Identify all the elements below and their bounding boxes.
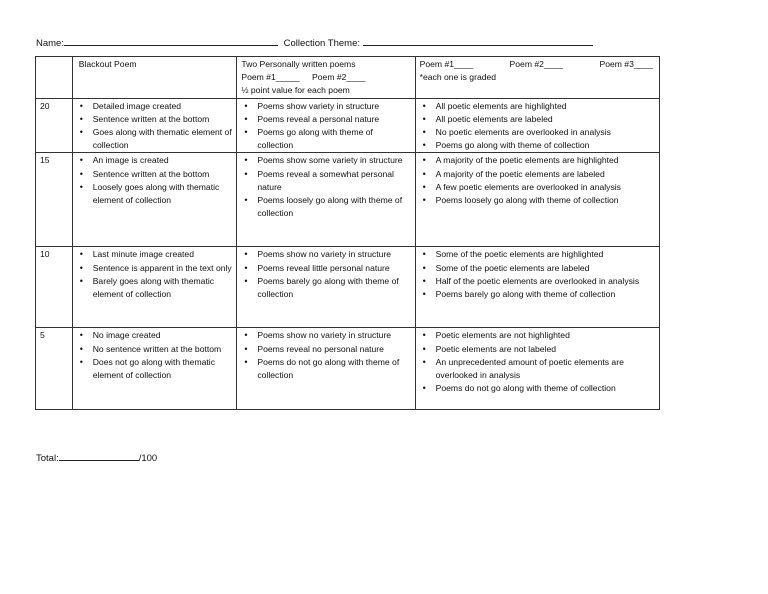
- criteria-item: • Poetic elements are not labeled: [420, 343, 655, 356]
- total-label: Total:: [36, 453, 59, 464]
- criteria-item: • Poems show some variety in structure: [241, 154, 410, 167]
- criteria-item: • All poetic elements are labeled: [420, 113, 655, 126]
- poems-criteria-cell: [415, 247, 659, 328]
- criteria-item: • Poems show variety in structure: [241, 100, 410, 113]
- two-poems-header-title: Two Personally written poems: [241, 59, 356, 69]
- criteria-item: • No poetic elements are overlooked in analysis: [420, 126, 655, 139]
- criteria-item: • Barely goes along with thematic element of collection: [77, 275, 233, 301]
- criteria-item: • Poems do not go along with theme of collection: [420, 382, 655, 395]
- criteria-item: • An image is created: [77, 154, 233, 167]
- poems-criteria-cell: [415, 328, 659, 410]
- rubric-row: [36, 153, 660, 247]
- criteria-item: • All poetic elements are highlighted: [420, 100, 655, 113]
- criteria-item: • Poems go along with theme of collection: [241, 126, 410, 152]
- rubric-row: [36, 328, 660, 410]
- criteria-item: • Poems loosely go along with theme of collection: [241, 194, 410, 220]
- criteria-item: • Last minute image created: [77, 248, 233, 261]
- poem3-header: Poem #3____: [599, 59, 653, 69]
- poems-header-cell: [415, 57, 659, 99]
- two-poems-poem1-label: Poem #1_____: [241, 72, 300, 83]
- criteria-item: • Sentence is apparent in the text only: [77, 262, 233, 275]
- criteria-item: • Poems barely go along with theme of collection: [420, 288, 655, 301]
- criteria-list: [420, 329, 655, 395]
- poems-criteria-cell: [415, 153, 659, 247]
- criteria-list: [241, 248, 410, 301]
- criteria-item: • Poems show no variety in structure: [241, 248, 410, 261]
- theme-blank[interactable]: [363, 36, 593, 46]
- criteria-item: • An unprecedented amount of poetic elements are overlooked in analysis: [420, 356, 655, 382]
- total-blank[interactable]: [59, 451, 139, 461]
- score-header-cell: [36, 57, 73, 99]
- criteria-item: • A few poetic elements are overlooked in analysis: [420, 181, 655, 194]
- two-poems-poem2-label: Poem #2____: [312, 72, 366, 83]
- two-poems-criteria-cell: [237, 328, 415, 410]
- score-cell: [36, 328, 73, 410]
- criteria-list: [241, 100, 410, 153]
- score-value: 20: [40, 100, 50, 111]
- criteria-list: [77, 248, 233, 301]
- criteria-item: • Some of the poetic elements are highlighted: [420, 248, 655, 261]
- criteria-item: • Some of the poetic elements are labeled: [420, 262, 655, 275]
- criteria-item: • Poems loosely go along with theme of collection: [420, 194, 655, 207]
- blackout-criteria-cell: [72, 247, 237, 328]
- blackout-criteria-cell: [72, 153, 237, 247]
- criteria-item: • Does not go along with thematic element of collection: [77, 356, 233, 382]
- criteria-list: [241, 329, 410, 382]
- criteria-list: [77, 100, 233, 153]
- score-value: 15: [40, 155, 50, 166]
- poems-criteria-cell: [415, 98, 659, 153]
- criteria-list: [77, 154, 233, 207]
- criteria-list: [420, 154, 655, 207]
- criteria-item: • Poems show no variety in structure: [241, 329, 410, 342]
- poem2-header: Poem #2____: [509, 59, 564, 69]
- two-poems-criteria-cell: [237, 98, 415, 153]
- criteria-item: • Sentence written at the bottom: [77, 113, 233, 126]
- criteria-list: [77, 329, 233, 382]
- score-cell: [36, 247, 73, 328]
- name-label: Name:: [36, 38, 64, 49]
- graded-note: *each one is graded: [419, 72, 497, 83]
- criteria-item: • A majority of the poetic elements are highlighted: [420, 154, 655, 167]
- criteria-item: • Poems reveal a somewhat personal nature: [241, 168, 410, 194]
- two-poems-criteria-cell: [237, 247, 415, 328]
- criteria-item: • No sentence written at the bottom: [77, 343, 233, 356]
- total-suffix: /100: [138, 453, 158, 464]
- two-poems-point-note: ½ point value for each poem: [241, 85, 350, 96]
- criteria-item: • Loosely goes along with thematic element of collection: [77, 181, 233, 207]
- criteria-item: • Poems barely go along with theme of collection: [241, 275, 410, 301]
- score-cell: [36, 98, 73, 153]
- rubric-table: [35, 56, 660, 410]
- criteria-item: • No image created: [77, 329, 233, 342]
- total-line: [36, 451, 157, 464]
- criteria-item: • Poems do not go along with theme of collection: [241, 356, 410, 382]
- criteria-item: • Goes along with thematic element of collection: [77, 126, 233, 152]
- criteria-item: • Poems go along with theme of collection: [420, 139, 655, 152]
- name-blank[interactable]: [64, 36, 278, 46]
- criteria-list: [241, 154, 410, 220]
- header-row: [36, 57, 660, 99]
- rubric-row: [36, 247, 660, 328]
- score-value: 5: [40, 330, 45, 341]
- blackout-header-cell: [72, 57, 237, 99]
- header-line: [36, 36, 593, 49]
- poem1-header: Poem #1____: [419, 59, 474, 69]
- criteria-item: • Poetic elements are not highlighted: [420, 329, 655, 342]
- two-poems-header-cell: [237, 57, 415, 99]
- criteria-list: [420, 100, 655, 153]
- criteria-item: • A majority of the poetic elements are labeled: [420, 168, 655, 181]
- blackout-criteria-cell: [72, 98, 237, 153]
- score-value: 10: [40, 249, 50, 260]
- two-poems-criteria-cell: [237, 153, 415, 247]
- score-cell: [36, 153, 73, 247]
- rubric-row: [36, 98, 660, 153]
- criteria-item: • Poems reveal a personal nature: [241, 113, 410, 126]
- blackout-criteria-cell: [72, 328, 237, 410]
- criteria-item: • Half of the poetic elements are overlooked in analysis: [420, 275, 655, 288]
- criteria-item: • Sentence written at the bottom: [77, 168, 233, 181]
- theme-label: Collection Theme:: [283, 38, 361, 49]
- criteria-item: • Detailed image created: [77, 100, 233, 113]
- criteria-list: [420, 248, 655, 301]
- blackout-header: Blackout Poem: [78, 59, 137, 69]
- criteria-item: • Poems reveal little personal nature: [241, 262, 410, 275]
- criteria-item: • Poems reveal no personal nature: [241, 343, 410, 356]
